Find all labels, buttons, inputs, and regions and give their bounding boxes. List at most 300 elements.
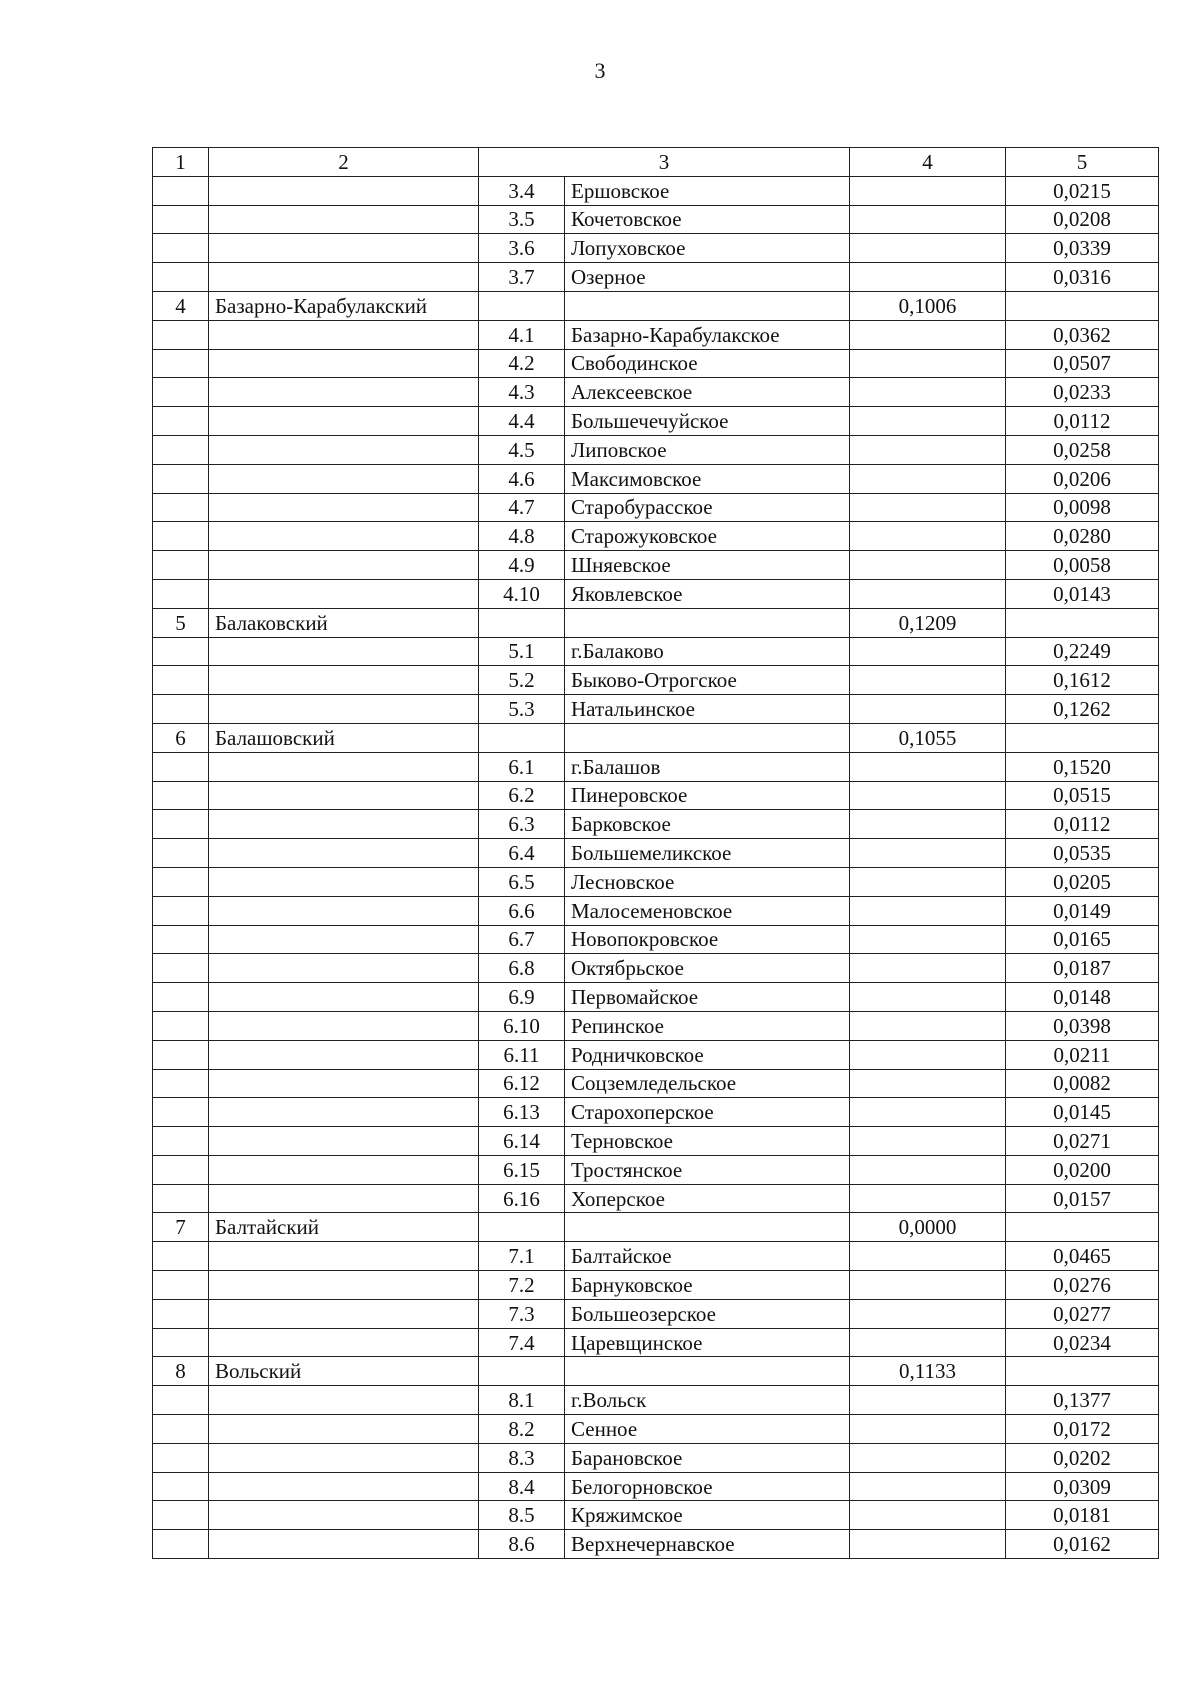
settlement-value-cell: 0,1612 xyxy=(1006,666,1159,695)
district-cell xyxy=(209,954,479,983)
table-row xyxy=(153,781,1159,810)
row-number-cell xyxy=(153,1011,209,1040)
table-row xyxy=(153,551,1159,580)
settlement-name-cell: Ершовское xyxy=(565,176,850,205)
settlement-number-cell: 3.6 xyxy=(479,234,565,263)
district-value-cell: 0,1209 xyxy=(850,608,1006,637)
settlement-number-cell: 4.9 xyxy=(479,551,565,580)
header-col-5: 5 xyxy=(1006,148,1159,177)
row-number-cell xyxy=(153,695,209,724)
district-cell xyxy=(209,1299,479,1328)
settlement-number-cell: 4.4 xyxy=(479,407,565,436)
settlement-name-cell: Верхнечернавское xyxy=(565,1530,850,1559)
table-row xyxy=(153,435,1159,464)
district-cell xyxy=(209,1127,479,1156)
table-row xyxy=(153,205,1159,234)
district-value-cell xyxy=(850,867,1006,896)
table-row xyxy=(153,1184,1159,1213)
settlement-number-cell: 4.5 xyxy=(479,435,565,464)
settlement-value-cell: 0,1520 xyxy=(1006,752,1159,781)
settlement-number-cell: 6.13 xyxy=(479,1098,565,1127)
settlement-number-cell: 8.2 xyxy=(479,1415,565,1444)
settlement-value-cell: 0,0277 xyxy=(1006,1299,1159,1328)
settlement-value-cell: 0,0098 xyxy=(1006,493,1159,522)
district-cell xyxy=(209,464,479,493)
settlement-value-cell: 0,0215 xyxy=(1006,176,1159,205)
district-value-cell xyxy=(850,810,1006,839)
table-row xyxy=(153,579,1159,608)
district-value-cell xyxy=(850,378,1006,407)
row-number-cell xyxy=(153,781,209,810)
district-cell xyxy=(209,378,479,407)
row-number-cell xyxy=(153,1299,209,1328)
district-cell: Балашовский xyxy=(209,723,479,752)
settlement-number-cell xyxy=(479,291,565,320)
settlement-number-cell: 8.6 xyxy=(479,1530,565,1559)
table-row xyxy=(153,234,1159,263)
settlement-name-cell: Большеозерское xyxy=(565,1299,850,1328)
settlement-number-cell: 3.7 xyxy=(479,263,565,292)
row-number-cell xyxy=(153,1443,209,1472)
district-value-cell xyxy=(850,1184,1006,1213)
district-value-cell xyxy=(850,435,1006,464)
district-value-cell xyxy=(850,925,1006,954)
district-cell xyxy=(209,925,479,954)
settlement-value-cell: 0,0200 xyxy=(1006,1155,1159,1184)
district-value-cell xyxy=(850,234,1006,263)
district-value-cell xyxy=(850,205,1006,234)
district-value-cell xyxy=(850,551,1006,580)
table-row xyxy=(153,1501,1159,1530)
district-cell: Базарно-Карабулакский xyxy=(209,291,479,320)
settlement-value-cell: 0,0398 xyxy=(1006,1011,1159,1040)
district-value-cell xyxy=(850,896,1006,925)
district-value-cell xyxy=(850,637,1006,666)
settlement-value-cell: 0,2249 xyxy=(1006,637,1159,666)
table-row xyxy=(153,752,1159,781)
settlement-value-cell: 0,0271 xyxy=(1006,1127,1159,1156)
settlement-number-cell: 6.14 xyxy=(479,1127,565,1156)
district-cell xyxy=(209,1098,479,1127)
settlement-name-cell: Алексеевское xyxy=(565,378,850,407)
settlement-name-cell: Старохоперское xyxy=(565,1098,850,1127)
settlement-name-cell: Старобурасское xyxy=(565,493,850,522)
table-row xyxy=(153,407,1159,436)
table-row xyxy=(153,522,1159,551)
settlement-value-cell: 0,0157 xyxy=(1006,1184,1159,1213)
row-number-cell xyxy=(153,234,209,263)
settlement-number-cell: 4.8 xyxy=(479,522,565,551)
table-row xyxy=(153,1040,1159,1069)
settlement-value-cell: 0,0181 xyxy=(1006,1501,1159,1530)
table-row xyxy=(153,493,1159,522)
settlement-value-cell: 0,1262 xyxy=(1006,695,1159,724)
district-value-cell xyxy=(850,493,1006,522)
table-row xyxy=(153,1357,1159,1386)
settlement-number-cell: 3.5 xyxy=(479,205,565,234)
settlement-value-cell: 0,0206 xyxy=(1006,464,1159,493)
municipal-table xyxy=(152,147,1159,1559)
district-cell xyxy=(209,579,479,608)
header-row xyxy=(153,148,1159,177)
settlement-number-cell: 6.2 xyxy=(479,781,565,810)
district-value-cell xyxy=(850,263,1006,292)
table-row xyxy=(153,867,1159,896)
settlement-number-cell: 6.9 xyxy=(479,983,565,1012)
row-number-cell xyxy=(153,752,209,781)
district-value-cell xyxy=(850,1443,1006,1472)
settlement-value-cell: 0,0211 xyxy=(1006,1040,1159,1069)
district-value-cell xyxy=(850,1299,1006,1328)
district-value-cell xyxy=(850,1271,1006,1300)
district-cell xyxy=(209,1386,479,1415)
settlement-name-cell: Белогорновское xyxy=(565,1472,850,1501)
settlement-number-cell: 6.3 xyxy=(479,810,565,839)
row-number-cell xyxy=(153,320,209,349)
settlement-name-cell: Лесновское xyxy=(565,867,850,896)
settlement-value-cell: 0,0233 xyxy=(1006,378,1159,407)
district-value-cell xyxy=(850,464,1006,493)
district-cell xyxy=(209,1040,479,1069)
row-number-cell: 8 xyxy=(153,1357,209,1386)
settlement-number-cell: 8.4 xyxy=(479,1472,565,1501)
table-row xyxy=(153,1472,1159,1501)
row-number-cell: 4 xyxy=(153,291,209,320)
district-value-cell xyxy=(850,781,1006,810)
settlement-value-cell: 0,0507 xyxy=(1006,349,1159,378)
table-row xyxy=(153,1530,1159,1559)
row-number-cell xyxy=(153,1242,209,1271)
district-value-cell: 0,1006 xyxy=(850,291,1006,320)
settlement-value-cell: 0,0258 xyxy=(1006,435,1159,464)
district-cell xyxy=(209,1155,479,1184)
settlement-value-cell: 0,0058 xyxy=(1006,551,1159,580)
settlement-value-cell: 0,0172 xyxy=(1006,1415,1159,1444)
district-cell xyxy=(209,752,479,781)
settlement-name-cell: Лопуховское xyxy=(565,234,850,263)
table-row xyxy=(153,1127,1159,1156)
district-value-cell xyxy=(850,1386,1006,1415)
settlement-name-cell: Липовское xyxy=(565,435,850,464)
settlement-value-cell: 0,0234 xyxy=(1006,1328,1159,1357)
row-number-cell xyxy=(153,493,209,522)
district-cell xyxy=(209,493,479,522)
district-cell xyxy=(209,1271,479,1300)
settlement-name-cell xyxy=(565,1213,850,1242)
row-number-cell xyxy=(153,1501,209,1530)
settlement-number-cell: 6.16 xyxy=(479,1184,565,1213)
settlement-number-cell: 6.1 xyxy=(479,752,565,781)
settlement-value-cell: 0,0148 xyxy=(1006,983,1159,1012)
settlement-name-cell: Барковское xyxy=(565,810,850,839)
settlement-number-cell: 7.2 xyxy=(479,1271,565,1300)
settlement-name-cell xyxy=(565,608,850,637)
settlement-value-cell: 0,0276 xyxy=(1006,1271,1159,1300)
settlement-name-cell: Царевщинское xyxy=(565,1328,850,1357)
settlement-name-cell: Озерное xyxy=(565,263,850,292)
settlement-name-cell: Пинеровское xyxy=(565,781,850,810)
table-row xyxy=(153,1386,1159,1415)
settlement-number-cell: 6.12 xyxy=(479,1069,565,1098)
table-row xyxy=(153,1098,1159,1127)
settlement-number-cell: 7.3 xyxy=(479,1299,565,1328)
settlement-number-cell: 6.15 xyxy=(479,1155,565,1184)
settlement-number-cell: 4.1 xyxy=(479,320,565,349)
row-number-cell xyxy=(153,263,209,292)
settlement-value-cell: 0,0112 xyxy=(1006,407,1159,436)
settlement-name-cell: Хоперское xyxy=(565,1184,850,1213)
settlement-value-cell: 0,0208 xyxy=(1006,205,1159,234)
table-row xyxy=(153,1011,1159,1040)
settlement-number-cell xyxy=(479,608,565,637)
district-value-cell xyxy=(850,839,1006,868)
table-row xyxy=(153,349,1159,378)
table-row xyxy=(153,666,1159,695)
settlement-number-cell: 3.4 xyxy=(479,176,565,205)
settlement-number-cell: 8.3 xyxy=(479,1443,565,1472)
table-row xyxy=(153,176,1159,205)
district-value-cell xyxy=(850,407,1006,436)
district-value-cell: 0,1055 xyxy=(850,723,1006,752)
district-value-cell xyxy=(850,1501,1006,1530)
district-value-cell xyxy=(850,1415,1006,1444)
settlement-number-cell: 6.6 xyxy=(479,896,565,925)
table-row xyxy=(153,378,1159,407)
settlement-number-cell: 6.10 xyxy=(479,1011,565,1040)
row-number-cell xyxy=(153,1098,209,1127)
district-cell xyxy=(209,1328,479,1357)
district-cell xyxy=(209,551,479,580)
row-number-cell xyxy=(153,349,209,378)
table-row xyxy=(153,839,1159,868)
settlement-name-cell xyxy=(565,1357,850,1386)
settlement-number-cell: 6.4 xyxy=(479,839,565,868)
settlement-value-cell xyxy=(1006,291,1159,320)
settlement-name-cell: Большемеликское xyxy=(565,839,850,868)
row-number-cell xyxy=(153,810,209,839)
district-cell xyxy=(209,320,479,349)
settlement-number-cell: 7.1 xyxy=(479,1242,565,1271)
settlement-name-cell: Большечечуйское xyxy=(565,407,850,436)
row-number-cell xyxy=(153,637,209,666)
district-cell xyxy=(209,1443,479,1472)
settlement-value-cell: 0,0205 xyxy=(1006,867,1159,896)
district-value-cell xyxy=(850,1011,1006,1040)
district-cell: Балтайский xyxy=(209,1213,479,1242)
settlement-value-cell: 0,0162 xyxy=(1006,1530,1159,1559)
district-value-cell xyxy=(850,320,1006,349)
settlement-name-cell: Яковлевское xyxy=(565,579,850,608)
district-cell xyxy=(209,234,479,263)
row-number-cell xyxy=(153,407,209,436)
table-row xyxy=(153,263,1159,292)
row-number-cell xyxy=(153,896,209,925)
district-cell xyxy=(209,983,479,1012)
header-col-4: 4 xyxy=(850,148,1006,177)
district-value-cell xyxy=(850,1472,1006,1501)
settlement-number-cell xyxy=(479,723,565,752)
district-value-cell xyxy=(850,1530,1006,1559)
settlement-name-cell: Сенное xyxy=(565,1415,850,1444)
row-number-cell xyxy=(153,464,209,493)
row-number-cell: 6 xyxy=(153,723,209,752)
district-value-cell xyxy=(850,954,1006,983)
settlement-name-cell: Первомайское xyxy=(565,983,850,1012)
row-number-cell xyxy=(153,1328,209,1357)
district-value-cell xyxy=(850,1328,1006,1357)
district-value-cell xyxy=(850,1069,1006,1098)
district-cell xyxy=(209,1530,479,1559)
district-cell xyxy=(209,176,479,205)
table-row xyxy=(153,1213,1159,1242)
district-cell xyxy=(209,435,479,464)
district-cell xyxy=(209,1242,479,1271)
row-number-cell: 7 xyxy=(153,1213,209,1242)
district-cell xyxy=(209,839,479,868)
row-number-cell: 5 xyxy=(153,608,209,637)
district-value-cell xyxy=(850,695,1006,724)
settlement-value-cell: 0,0143 xyxy=(1006,579,1159,608)
row-number-cell xyxy=(153,954,209,983)
settlement-value-cell: 0,0309 xyxy=(1006,1472,1159,1501)
settlement-value-cell: 0,0165 xyxy=(1006,925,1159,954)
settlement-value-cell: 0,0112 xyxy=(1006,810,1159,839)
row-number-cell xyxy=(153,1184,209,1213)
row-number-cell xyxy=(153,579,209,608)
row-number-cell xyxy=(153,1386,209,1415)
settlement-name-cell: Малосеменовское xyxy=(565,896,850,925)
district-cell: Балаковский xyxy=(209,608,479,637)
district-cell xyxy=(209,695,479,724)
row-number-cell xyxy=(153,1530,209,1559)
settlement-value-cell: 0,0187 xyxy=(1006,954,1159,983)
district-cell xyxy=(209,896,479,925)
district-value-cell: 0,1133 xyxy=(850,1357,1006,1386)
district-cell xyxy=(209,1415,479,1444)
table-row xyxy=(153,1069,1159,1098)
table-row xyxy=(153,695,1159,724)
district-cell xyxy=(209,349,479,378)
table-row xyxy=(153,1299,1159,1328)
row-number-cell xyxy=(153,522,209,551)
settlement-number-cell: 6.7 xyxy=(479,925,565,954)
settlement-number-cell: 4.10 xyxy=(479,579,565,608)
settlement-value-cell: 0,0515 xyxy=(1006,781,1159,810)
district-cell xyxy=(209,666,479,695)
district-value-cell xyxy=(850,1155,1006,1184)
table-row xyxy=(153,925,1159,954)
settlement-name-cell: г.Вольск xyxy=(565,1386,850,1415)
settlement-value-cell: 0,0145 xyxy=(1006,1098,1159,1127)
row-number-cell xyxy=(153,1472,209,1501)
settlement-value-cell: 0,0149 xyxy=(1006,896,1159,925)
settlement-name-cell: Шняевское xyxy=(565,551,850,580)
table-row xyxy=(153,1443,1159,1472)
settlement-name-cell: Родничковское xyxy=(565,1040,850,1069)
district-value-cell xyxy=(850,1098,1006,1127)
settlement-name-cell: Репинское xyxy=(565,1011,850,1040)
district-cell xyxy=(209,1184,479,1213)
settlement-name-cell: г.Балашов xyxy=(565,752,850,781)
table-row xyxy=(153,723,1159,752)
table-row xyxy=(153,810,1159,839)
settlement-value-cell xyxy=(1006,608,1159,637)
page-number: 3 xyxy=(594,58,606,83)
settlement-number-cell: 4.7 xyxy=(479,493,565,522)
row-number-cell xyxy=(153,1415,209,1444)
table-row xyxy=(153,320,1159,349)
district-cell xyxy=(209,1472,479,1501)
settlement-value-cell xyxy=(1006,1357,1159,1386)
settlement-number-cell: 4.6 xyxy=(479,464,565,493)
settlement-value-cell: 0,0202 xyxy=(1006,1443,1159,1472)
district-cell: Вольский xyxy=(209,1357,479,1386)
row-number-cell xyxy=(153,176,209,205)
district-cell xyxy=(209,263,479,292)
settlement-value-cell: 0,0362 xyxy=(1006,320,1159,349)
row-number-cell xyxy=(153,666,209,695)
header-col-3: 3 xyxy=(479,148,850,177)
district-value-cell xyxy=(850,666,1006,695)
district-value-cell xyxy=(850,579,1006,608)
settlement-number-cell: 5.1 xyxy=(479,637,565,666)
district-value-cell xyxy=(850,1127,1006,1156)
district-cell xyxy=(209,637,479,666)
settlement-name-cell: Барановское xyxy=(565,1443,850,1472)
settlement-name-cell: Новопокровское xyxy=(565,925,850,954)
settlement-number-cell: 5.2 xyxy=(479,666,565,695)
row-number-cell xyxy=(153,1040,209,1069)
row-number-cell xyxy=(153,1127,209,1156)
table-row xyxy=(153,608,1159,637)
table-row xyxy=(153,637,1159,666)
district-cell xyxy=(209,867,479,896)
settlement-name-cell: Кряжимское xyxy=(565,1501,850,1530)
district-value-cell: 0,0000 xyxy=(850,1213,1006,1242)
table-row xyxy=(153,1328,1159,1357)
table-row xyxy=(153,1155,1159,1184)
settlement-name-cell: Барнуковское xyxy=(565,1271,850,1300)
district-cell xyxy=(209,1501,479,1530)
district-cell xyxy=(209,522,479,551)
table-row xyxy=(153,983,1159,1012)
table-body xyxy=(153,176,1159,1558)
settlement-value-cell: 0,0316 xyxy=(1006,263,1159,292)
settlement-number-cell xyxy=(479,1357,565,1386)
settlement-value-cell xyxy=(1006,1213,1159,1242)
settlement-value-cell: 0,0280 xyxy=(1006,522,1159,551)
settlement-number-cell: 7.4 xyxy=(479,1328,565,1357)
settlement-number-cell: 8.1 xyxy=(479,1386,565,1415)
district-cell xyxy=(209,1069,479,1098)
table-row xyxy=(153,1271,1159,1300)
settlement-number-cell: 8.5 xyxy=(479,1501,565,1530)
district-cell xyxy=(209,810,479,839)
district-cell xyxy=(209,205,479,234)
row-number-cell xyxy=(153,1069,209,1098)
settlement-name-cell: Кочетовское xyxy=(565,205,850,234)
row-number-cell xyxy=(153,378,209,407)
row-number-cell xyxy=(153,925,209,954)
row-number-cell xyxy=(153,983,209,1012)
district-cell xyxy=(209,407,479,436)
table-row xyxy=(153,464,1159,493)
settlement-name-cell: Натальинское xyxy=(565,695,850,724)
row-number-cell xyxy=(153,867,209,896)
settlement-name-cell: г.Балаково xyxy=(565,637,850,666)
settlement-value-cell xyxy=(1006,723,1159,752)
settlement-name-cell: Максимовское xyxy=(565,464,850,493)
